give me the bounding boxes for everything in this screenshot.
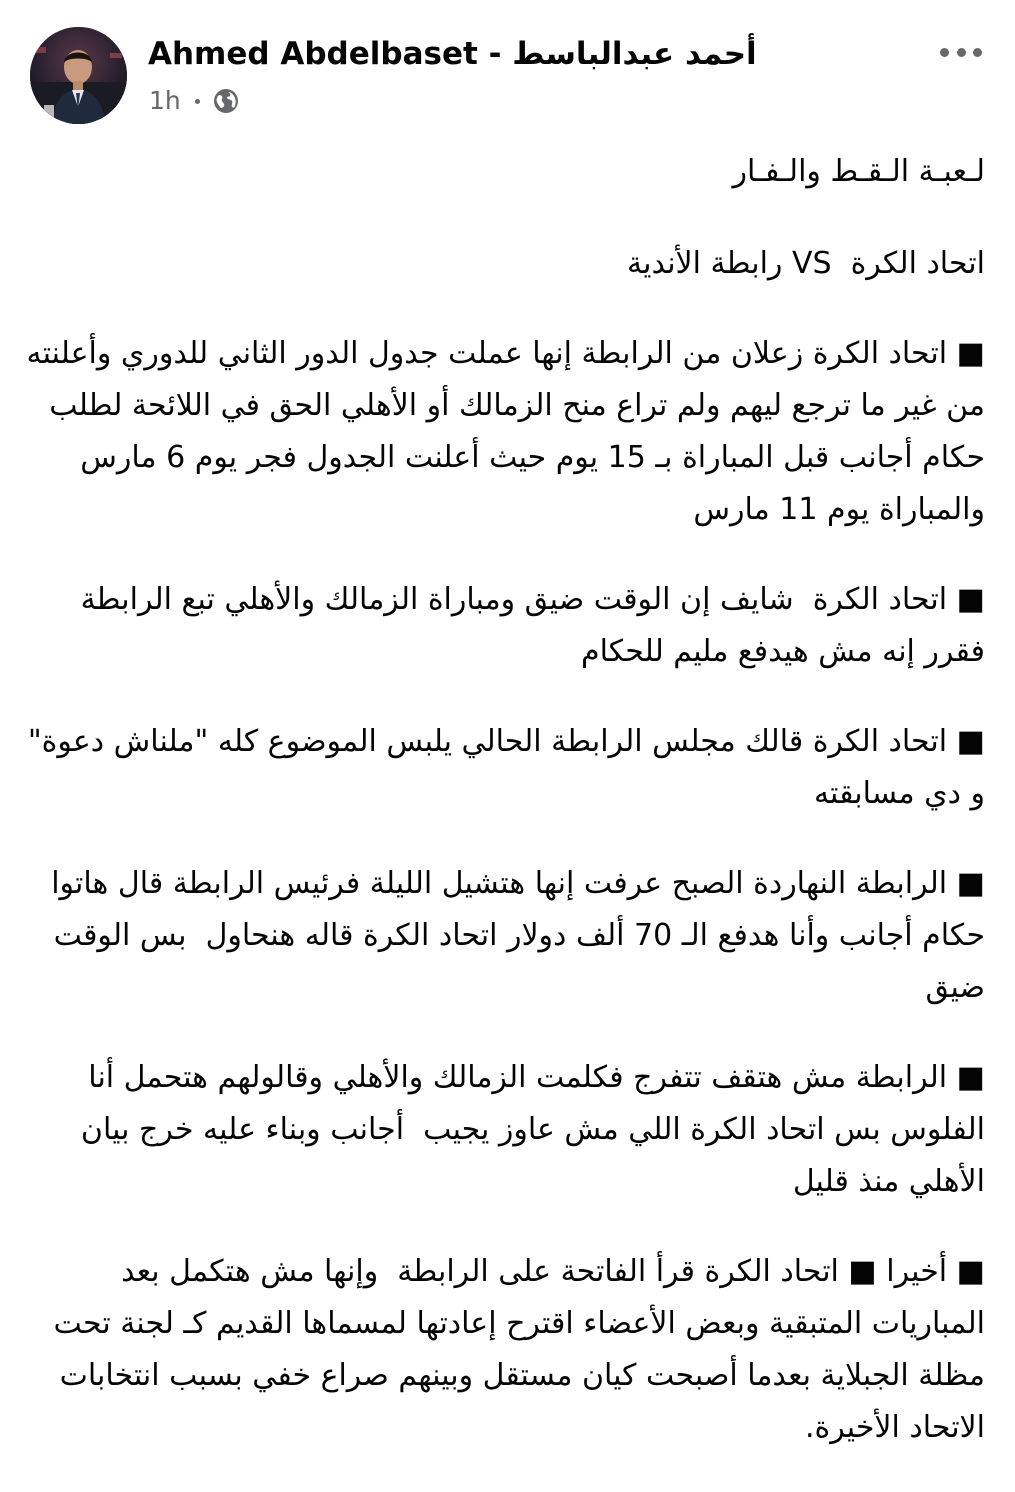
more-dot — [940, 48, 949, 57]
author-name[interactable]: Ahmed Abdelbaset - أحمد عبدالباسط — [148, 36, 757, 72]
globe-icon[interactable] — [212, 87, 240, 115]
avatar[interactable] — [30, 27, 127, 124]
post-text — [16, 146, 985, 1492]
more-options-icon[interactable] — [940, 40, 982, 64]
post-subtitle: اتحاد الكرة VS رابطة الأندية — [627, 246, 985, 281]
more-dot — [957, 48, 966, 57]
post-paragraph: ■ اتحاد الكرة زعلان من الرابطة إنها عملت جدول الدور الثاني للدوري وأعلنته من غير ما ترجع ليهم ولم تراع منح الزمالك أو الأهلي الحق في اللائحة لطلب حكام أجانب قبل المباراة بـ 15 يوم حيث أعلنت الجدول فجر يوم 6 مارس والمباراة يوم 11 مارس — [16, 336, 985, 527]
post-paragraph: ■ أخيرا ■ اتحاد الكرة قرأ الفاتحة على الرابطة وإنها مش هتكمل بعد المباريات المتبقية وبعض الأعضاء اقترح إعادتها لمسماها القديم كـ لجنة تحت مظلة الجبلاية بعدما أصبحت كيان مستقل وبينهم صراع خفي بسبب انتخابات الاتحاد الأخيرة. — [43, 1254, 985, 1445]
post-paragraph: ■ الرابطة النهاردة الصبح عرفت إنها هتشيل الليلة فرئيس الرابطة قال هاتوا حكام أجانب وأنا هدفع الـ 70 ألف دولار اتحاد الكرة قاله هنحاول بس الوقت ضيق — [41, 866, 985, 1005]
post-paragraph: ■ اتحاد الكرة شايف إن الوقت ضيق ومباراة الزمالك والأهلي تبع الرابطة فقرر إنه مش هيدفع مليم للحكام — [71, 582, 985, 669]
post-meta — [149, 84, 240, 118]
post-timestamp[interactable]: 1h — [149, 86, 181, 115]
post-paragraph: ■ اتحاد الكرة قالك مجلس الرابطة الحالي يلبس الموضوع كله "ملناش دعوة" و دي مسابقته — [18, 724, 985, 811]
post-title: لـعبـة الـقـط والـفـار — [732, 154, 985, 189]
separator-dot — [195, 99, 200, 104]
post-header — [0, 0, 1015, 140]
post-paragraph: ■ الرابطة مش هتقف تتفرج فكلمت الزمالك والأهلي وقالولهم هتحمل أنا الفلوس بس اتحاد الكرة اللي مش عاوز يجيب أجانب وبناء عليه خرج بيان الأهلي منذ قليل — [71, 1060, 985, 1199]
more-dot — [973, 48, 982, 57]
avatar-image — [30, 27, 127, 124]
